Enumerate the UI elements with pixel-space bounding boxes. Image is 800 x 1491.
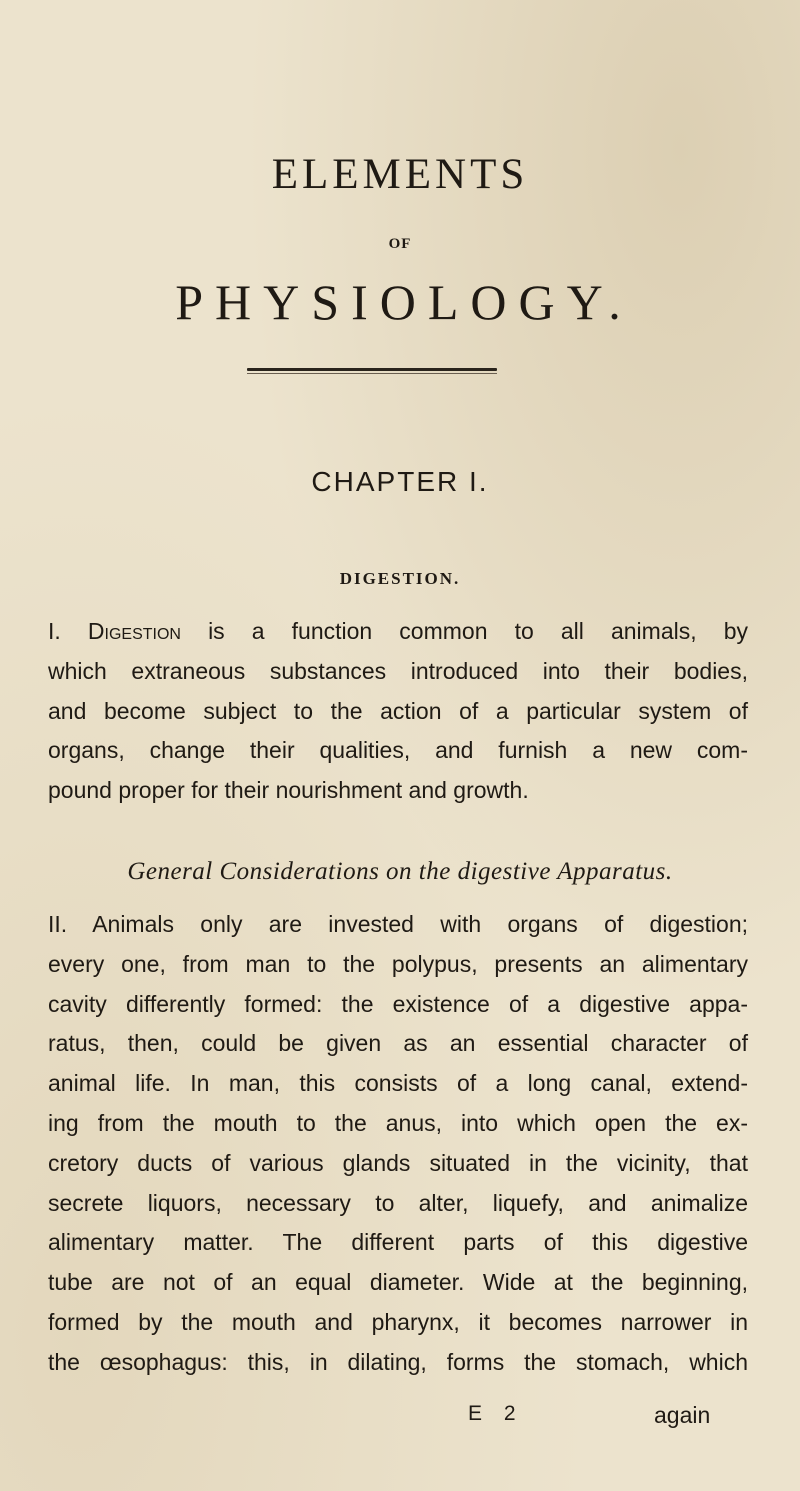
section-heading: General Considerations on the digestive Apparatus. xyxy=(127,858,673,885)
paragraph-line: alimentary matter. The different parts of this digestive xyxy=(48,1229,748,1256)
chapter-subject: DIGESTION. xyxy=(339,569,461,588)
paragraph-text: is a function common to all animals, by xyxy=(180,618,749,644)
paragraph-line: and become subject to the action of a particular system of xyxy=(48,697,748,724)
paragraph-line: pound proper for their nourishment and growth. xyxy=(48,777,529,804)
book-title-elements: ELEMENTS xyxy=(271,151,529,198)
paragraph-line xyxy=(48,612,748,652)
paragraph-2 xyxy=(48,905,748,1383)
book-title-of: OF xyxy=(388,236,412,252)
paragraph-line: ratus, then, could be given as an essential character of xyxy=(48,1030,748,1057)
paragraph-line: organs, change their qualities, and furnish a new com- xyxy=(48,737,748,764)
paragraph-1 xyxy=(48,612,748,811)
paragraph-line: tube are not of an equal diameter. Wide at the beginning, xyxy=(48,1269,748,1296)
signature-mark: E 2 xyxy=(468,1402,524,1425)
paragraph-line: II. Animals only are invested with organs of digestion; xyxy=(48,911,748,937)
catchword: again xyxy=(654,1402,711,1428)
paragraph-line: the œsophagus: this, in dilating, forms the stomach, which xyxy=(48,1348,748,1375)
book-title-physiology: PHYSIOLOGY. xyxy=(175,274,633,330)
paragraph-line: every one, from man to the polypus, presents an alimentary xyxy=(48,950,748,977)
paragraph-lead-word: Digestion xyxy=(87,618,181,644)
title-rule xyxy=(247,368,497,371)
paragraph-line: cretory ducts of various glands situated in the vicinity, that xyxy=(48,1149,748,1176)
paragraph-number: I. xyxy=(48,618,61,644)
paragraph-line: which extraneous substances introduced into their bodies, xyxy=(48,657,748,684)
paragraph-line: secrete liquors, necessary to alter, liquefy, and animalize xyxy=(48,1189,748,1216)
paragraph-line: animal life. In man, this consists of a long canal, extend- xyxy=(48,1070,748,1097)
paragraph-line: ing from the mouth to the anus, into which open the ex- xyxy=(48,1109,748,1136)
paragraph-line: formed by the mouth and pharynx, it becomes narrower in xyxy=(48,1308,748,1335)
chapter-heading: CHAPTER I. xyxy=(311,466,489,497)
paragraph-line: cavity differently formed: the existence of a digestive appa- xyxy=(48,990,748,1017)
